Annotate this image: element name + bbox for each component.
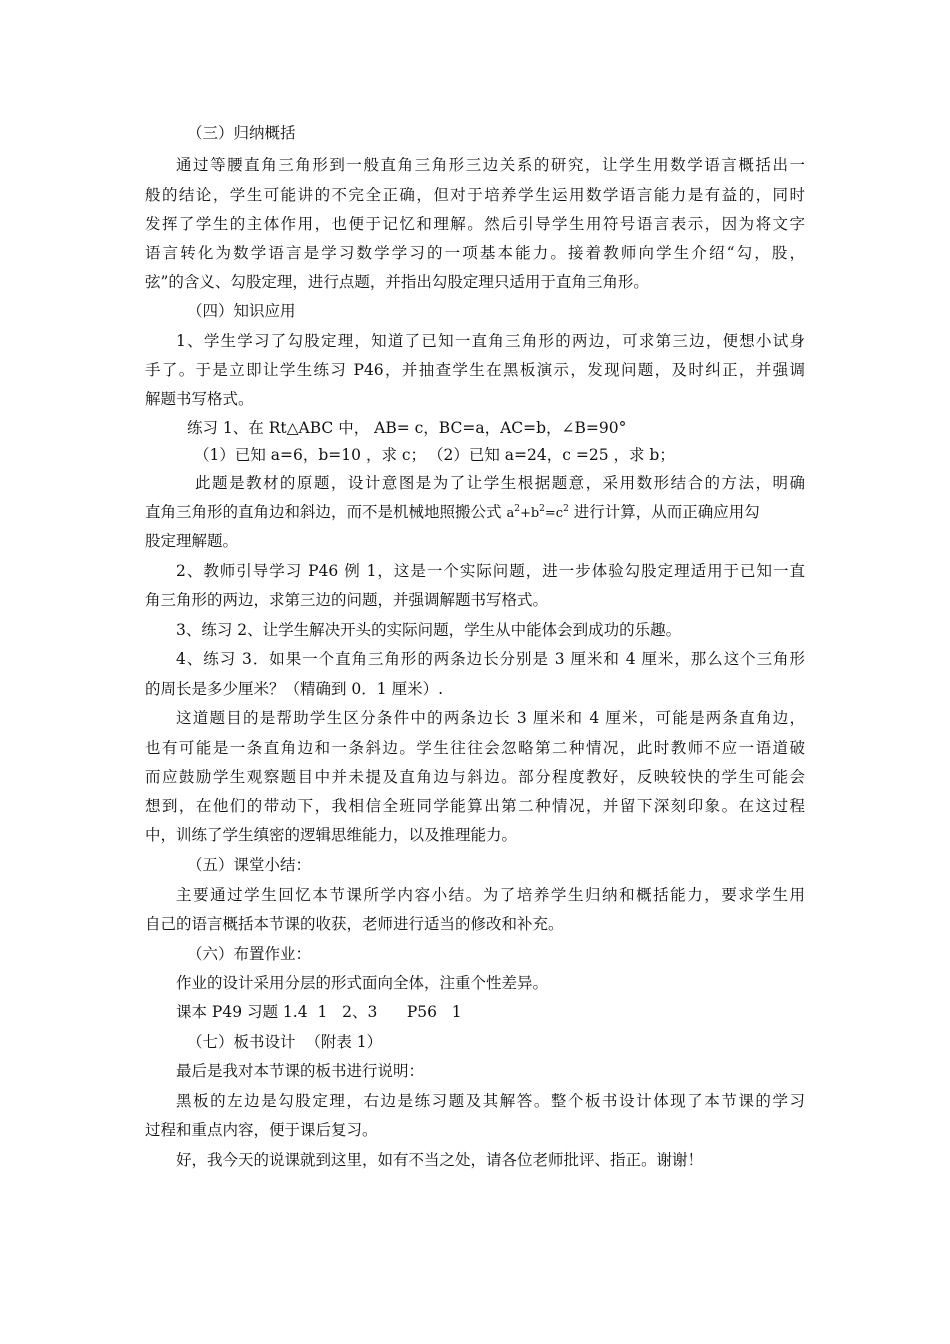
paragraph-line: 中，训练了学生缜密的逻辑思维能力，以及推理能力。 (145, 826, 518, 844)
paragraph-line: 作业的设计采用分层的形式面向全体，注重个性差异。 (176, 974, 549, 992)
exercise-subitem: （2）已知 a=24，c =25 ，求 b； (428, 446, 675, 464)
paragraph-line: 手了。于是立即让学生练习 P46，并抽查学生在黑板演示，发现问题，及时纠正，并强调 (145, 361, 805, 379)
paragraph-line: 弦”的含义、勾股定理，进行点题，并指出勾股定理只适用于直角三角形。 (145, 273, 649, 291)
paragraph-line: 主要通过学生回忆本节课所学内容小结。为了培养学生归纳和概括能力，要求学生用 (176, 886, 805, 904)
section-heading: （七）板书设计 （附表 1） (187, 1033, 383, 1051)
formula-exp: 2 (514, 504, 520, 514)
formula-a: a (506, 506, 515, 521)
paragraph-line: 而应鼓励学生观察题目中并未提及直角边与斜边。部分程度教好，反映较快的学生可能会 (145, 768, 805, 786)
paragraph-line: 3、练习 2、让学生解决开头的实际问题，学生从中能体会到成功的乐趣。 (176, 621, 682, 639)
paragraph-line: 解题书写格式。 (145, 390, 254, 408)
paragraph-line: 角三角形的两边，求第三边的问题，并强调解题书写格式。 (145, 591, 549, 609)
formula-b: +b (519, 506, 540, 521)
paragraph-line: 2、教师引导学习 P46 例 1，这是一个实际问题，进一步体验勾股定理适用于已知一直 (176, 562, 805, 580)
paragraph-line: 4、练习 3．如果一个直角三角形的两条边长分别是 3 厘米和 4 厘米，那么这个三角形 (176, 650, 805, 668)
paragraph-line: 的周长是多少厘米？（精确到 0．1 厘米）. (145, 680, 444, 698)
paragraph-line: 课本 P49 习题 1.4 1 2、3 P56 1 (176, 1003, 462, 1021)
section-heading: （四）知识应用 (187, 302, 296, 320)
paragraph-line: 也有可能是一条直角边和一条斜边。学生往往会忽略第二种情况，此时教师不应一语道破 (145, 739, 805, 757)
paragraph-line: 想到，在他们的带动下，我相信全班同学能算出第二种情况，并留下深刻印象。在这过程 (145, 797, 805, 815)
paragraph-line: 这道题目的是帮助学生区分条件中的两条边长 3 厘米和 4 厘米，可能是两条直角边， (176, 709, 805, 727)
paragraph-line: 语言转化为数学语言是学习数学学习的一项基本能力。接着教师向学生介绍“勾，股， (145, 244, 805, 262)
closing-line: 好，我今天的说课就到这里，如有不当之处，请各位老师批评、指正。谢谢！ (176, 1151, 704, 1169)
paragraph-line: 1、学生学习了勾股定理，知道了已知一直角三角形的两边，可求第三边，便想小试身 (176, 332, 805, 350)
paragraph-line: 发挥了学生的主体作用，也便于记忆和理解。然后引导学生用符号语言表示，因为将文字 (145, 215, 805, 233)
formula-exp: 2 (563, 504, 569, 514)
paragraph-line: 此题是教材的原题，设计意图是为了让学生根据题意，采用数形结合的方法，明确 (195, 474, 805, 492)
paragraph-line-formula (145, 502, 760, 522)
section-heading: （三）归纳概括 (187, 124, 296, 142)
paragraph-line: 黑板的左边是勾股定理，右边是练习题及其解答。整个板书设计体现了本节课的学习 (176, 1092, 805, 1110)
paragraph-line: 过程和重点内容，便于课后复习。 (145, 1121, 378, 1139)
formula-exp: 2 (539, 504, 545, 514)
paragraph-line: 自己的语言概括本节课的收获，老师进行适当的修改和补充。 (145, 915, 564, 933)
exercise-line: 练习 1、在 Rt△ABC 中， AB= c，BC=a，AC=b，∠B=90° (187, 419, 627, 437)
paragraph-line: 股定理解题。 (145, 532, 239, 550)
paragraph-line: 般的结论，学生可能讲的不完全正确，但对于培养学生运用数学语言能力是有益的，同时 (145, 186, 805, 204)
text-span: 进行计算，从而正确应用勾 (568, 503, 760, 521)
formula (506, 506, 568, 521)
section-heading: （六）布置作业： (187, 945, 312, 963)
paragraph-line: 通过等腰直角三角形到一般直角三角形三边关系的研究，让学生用数学语言概括出一 (176, 156, 805, 174)
exercise-subitem: （1）已知 a=6，b=10 ，求 c； (194, 446, 427, 464)
formula-c: =c (544, 506, 564, 521)
section-heading: （五）课堂小结： (187, 856, 312, 874)
paragraph-line: 最后是我对本节课的板书进行说明： (176, 1062, 425, 1080)
text-span: 直角三角形的直角边和斜边，而不是机械地照搬公式 (145, 503, 507, 521)
